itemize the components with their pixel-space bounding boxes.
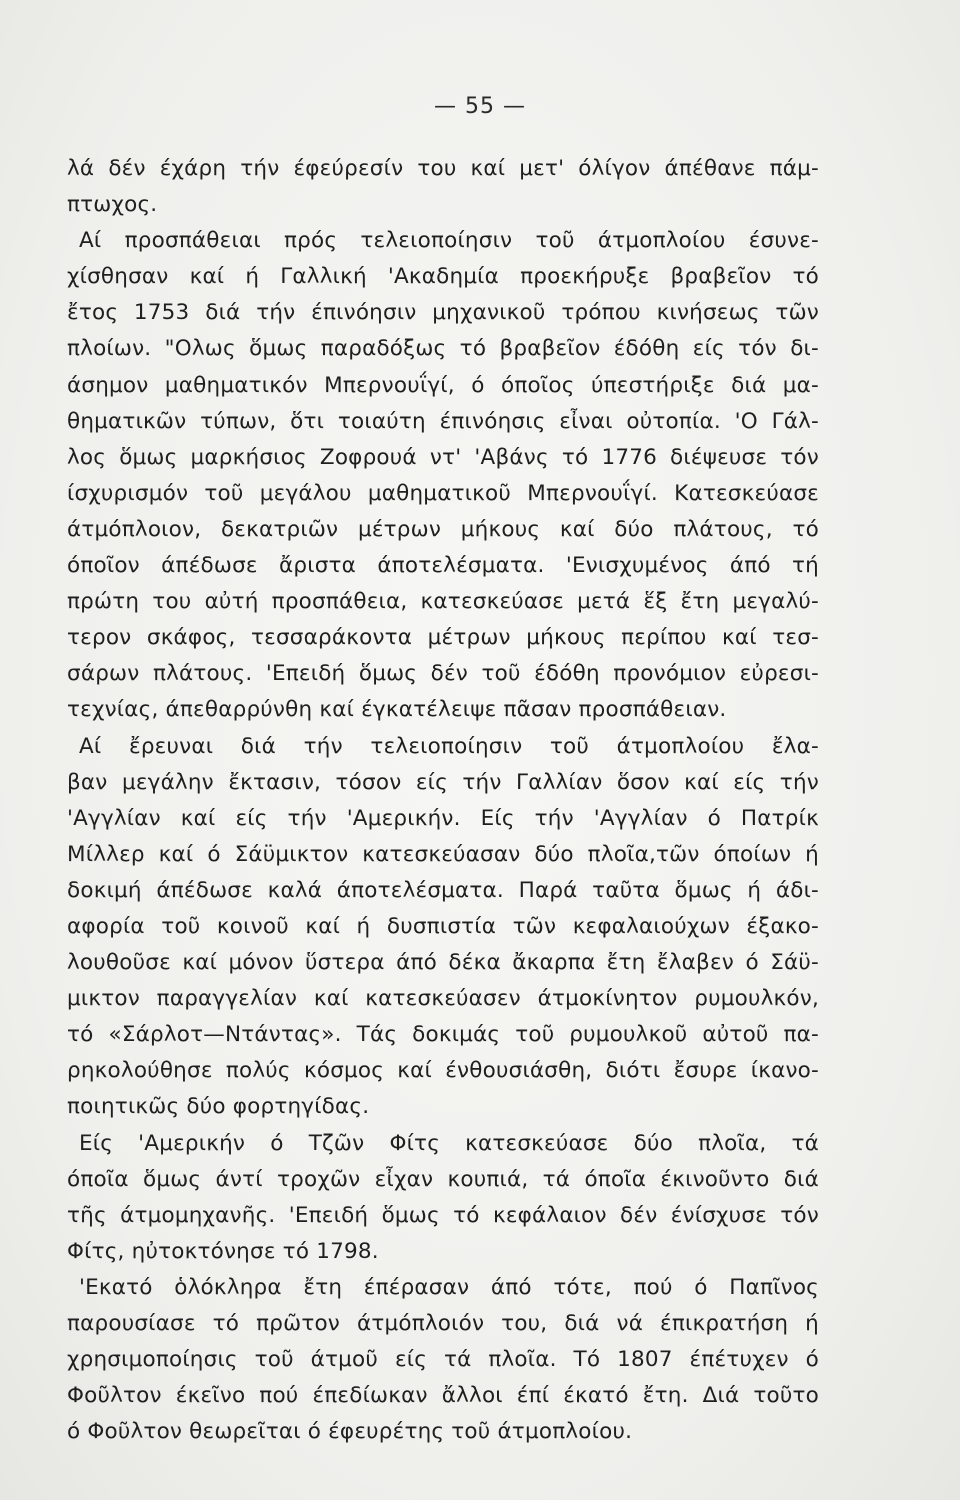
text-line: χίσθησαν καί ή Γαλλική 'Ακαδημία προεκήρυξε βραβεῖον τό bbox=[67, 264, 819, 290]
body-text bbox=[67, 151, 819, 1450]
text-line: λά δέν έχάρη τήν έφεύρεσίν του καί μετ' όλίγον άπέθανε πάμ- bbox=[67, 156, 819, 181]
text-line: βαν μεγάλην ἔκτασιν, τόσον είς τήν Γαλλίαν ὅσον καί είς τήν bbox=[67, 769, 819, 795]
text-line: ἔτος 1753 διά τήν έπινόησιν μηχανικοῦ τρόπου κινήσεως τῶν bbox=[67, 300, 819, 326]
text-line: ρηκολούθησε πολύς κόσμος καί ένθουσιάσθη, διότι ἔσυρε ίκανο- bbox=[67, 1058, 819, 1084]
text-line: θηματικῶν τύπων, ὅτι τοιαύτη έπινόησις εἶναι οὐτοπία. 'Ο Γάλ- bbox=[67, 408, 819, 434]
text-line: Αί προσπάθειαι πρός τελειοποίησιν τοῦ άτμοπλοίου έσυνε- bbox=[79, 228, 819, 254]
text-line: λος ὅμως μαρκήσιος Ζοφρουά ντ' 'Αβάνς τό 1776 διέψευσε τόν bbox=[67, 444, 819, 470]
text-line: χρησιμοποίησις τοῦ άτμοῦ είς τά πλοῖα. Τό 1807 έπέτυχεν ό bbox=[67, 1347, 819, 1373]
text-line: λουθοῦσε καί μόνον ὕστερα άπό δέκα ἄκαρπα ἔτη ἔλαβεν ό Σάϋ- bbox=[67, 950, 819, 976]
text-line: 'Εκατό ὁλόκληρα ἔτη έπέρασαν άπό τότε, πού ό Παπῖνος bbox=[79, 1274, 819, 1300]
text-line: Αί ἔρευναι διά τήν τελειοποίησιν τοῦ άτμοπλοίου ἔλα- bbox=[79, 733, 819, 759]
text-line: άτμόπλοιον, δεκατριῶν μέτρων μήκους καί δύο πλάτους, τό bbox=[67, 516, 819, 542]
text-line: Φίτς, ηὐτοκτόνησε τό 1798. bbox=[67, 1238, 379, 1264]
text-line: πλοίων. "Ολως ὅμως παραδόξως τό βραβεῖον έδόθη είς τόν δι- bbox=[67, 336, 819, 362]
text-line: πτωχος. bbox=[67, 192, 158, 218]
text-line: μικτον παραγγελίαν καί κατεσκεύασεν άτμοκίνητον ρυμουλκόν, bbox=[67, 986, 819, 1012]
text-line: σάρων πλάτους. 'Επειδή ὅμως δέν τοῦ έδόθη προνόμιον εὐρεσι- bbox=[67, 661, 819, 687]
text-line: τερον σκάφος, τεσσαράκοντα μέτρων μήκους περίπου καί τεσ- bbox=[67, 625, 819, 651]
text-line: όποῖον άπέδωσε ἄριστα άποτελέσματα. 'Ενισχυμένος άπό τή bbox=[67, 553, 819, 579]
text-line: Είς 'Αμερικήν ό Τζῶν Φίτς κατεσκεύασε δύο πλοῖα, τά bbox=[79, 1130, 819, 1156]
text-line: ίσχυρισμόν τοῦ μεγάλου μαθηματικοῦ Μπερνουΐγί. Κατεσκεύασε bbox=[67, 480, 819, 506]
text-line: αφορία τοῦ κοινοῦ καί ή δυσπιστία τῶν κεφαλαιούχων έξακο- bbox=[67, 913, 819, 939]
text-line: δοκιμή άπέδωσε καλά άποτελέσματα. Παρά ταῦτα ὅμως ή άδι- bbox=[67, 877, 819, 903]
text-line: όποῖα ὅμως άντί τροχῶν εἶχαν κουπιά, τά όποῖα έκινοῦντο διά bbox=[67, 1166, 819, 1192]
text-line: άσημον μαθηματικόν Μπερνουΐγί, ό όποῖος ύπεστήριξε διά μα- bbox=[67, 372, 819, 398]
text-line: Φοῦλτον έκεῖνο πού έπεδίωκαν ἄλλοι έπί έκατό ἔτη. Διά τοῦτο bbox=[67, 1383, 819, 1409]
text-line: τῆς άτμομηχανῆς. 'Επειδή ὅμως τό κεφάλαιον δέν ένίσχυσε τόν bbox=[67, 1202, 819, 1228]
text-line: ό Φοῦλτον θεωρεῖται ό έφευρέτης τοῦ άτμοπλοίου. bbox=[67, 1419, 633, 1445]
text-line: ποιητικῶς δύο φορτηγίδας. bbox=[67, 1094, 370, 1120]
page-number: — 55 — bbox=[434, 94, 526, 119]
text-line: παρουσίασε τό πρῶτον άτμόπλοιόν του, διά νά έπικρατήση ή bbox=[67, 1311, 819, 1336]
text-line: τό «Σάρλοτ—Ντάντας». Τάς δοκιμάς τοῦ ρυμουλκοῦ αὐτοῦ πα- bbox=[67, 1022, 819, 1048]
text-line: πρώτη του αὐτή προσπάθεια, κατεσκεύασε μετά ἕξ ἔτη μεγαλύ- bbox=[67, 589, 819, 615]
text-line: Μίλλερ καί ό Σάϋμικτον κατεσκεύασαν δύο πλοῖα,τῶν όποίων ή bbox=[67, 841, 819, 867]
text-line: 'Αγγλίαν καί είς τήν 'Αμερικήν. Είς τήν 'Αγγλίαν ό Πατρίκ bbox=[67, 805, 819, 831]
text-line: τεχνίας, άπεθαρρύνθη καί έγκατέλειψε πᾶσαν προσπάθειαν. bbox=[67, 697, 727, 723]
